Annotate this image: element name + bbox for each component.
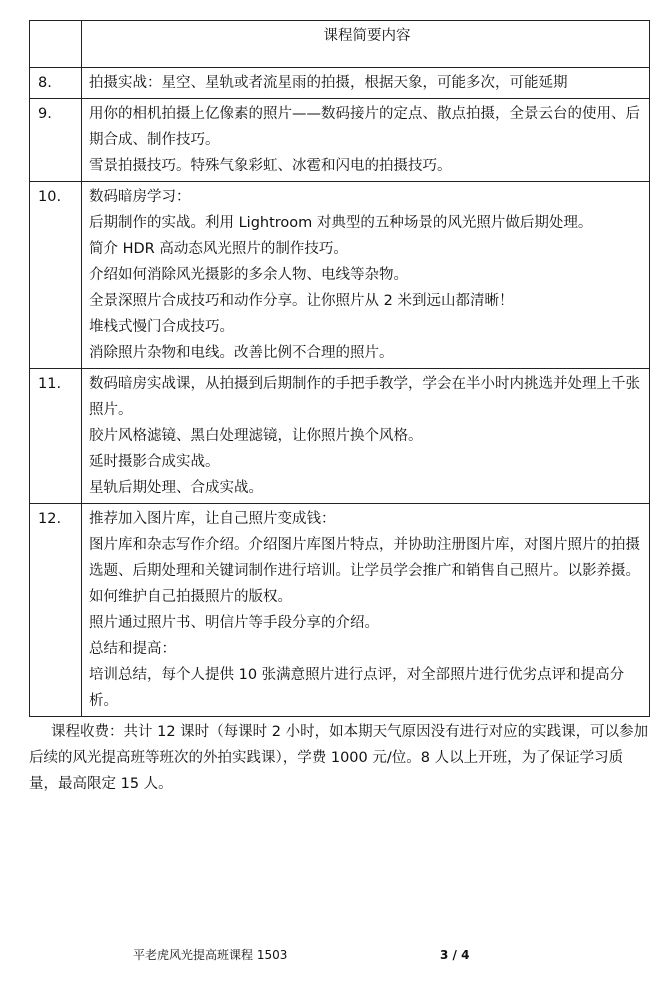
header-num-cell (30, 21, 82, 68)
row-number: 10. (30, 182, 82, 369)
content-line: 拍摄实战：星空、星轨或者流星雨的拍摄，根据天象，可能多次，可能延期 (89, 75, 568, 91)
content-line: 数码暗房学习： (89, 189, 191, 205)
content-line: 数码暗房实战课，从拍摄到后期制作的手把手教学，学会在半小时内挑选并处理上千张照片。 (89, 376, 640, 418)
row-content (82, 99, 650, 182)
document-page (29, 20, 649, 797)
row-content (82, 504, 650, 717)
content-line: 胶片风格滤镜、黑白处理滤镜，让你照片换个风格。 (89, 428, 423, 444)
content-line: 照片通过照片书、明信片等手段分享的介绍。 (89, 615, 379, 631)
content-line: 全景深照片合成技巧和动作分享。让你照片从 2 米到远山都清晰！ (89, 293, 514, 309)
row-content (82, 369, 650, 504)
table-row (30, 504, 650, 717)
content-line: 图片库和杂志写作介绍。介绍图片库图片特点，并协助注册图片库，对图片照片的拍摄选题、后期处理和关键词制作进行培训。让学员学会推广和销售自己照片。以影养摄。 (89, 537, 640, 579)
content-line: 消除照片杂物和电线。改善比例不合理的照片。 (89, 345, 394, 361)
row-number: 9. (30, 99, 82, 182)
fee-paragraph: 课程收费：共计 12 课时（每课时 2 小时，如本期天气原因没有进行对应的实践课，可以参加后续的风光提高班等班次的外拍实践课），学费 1000 元/位。8 人以上开班，为了保证学习质量，最高限定 15 人。 (29, 724, 649, 792)
content-line: 星轨后期处理、合成实战。 (89, 480, 263, 496)
row-number: 8. (30, 68, 82, 99)
content-line: 简介 HDR 高动态风光照片的制作技巧。 (89, 241, 348, 257)
content-line: 推荐加入图片库，让自己照片变成钱： (89, 511, 336, 527)
footer-page-number: 3 / 4 (440, 948, 470, 962)
content-line: 培训总结，每个人提供 10 张满意照片进行点评，对全部照片进行优劣点评和提高分析。 (89, 667, 625, 709)
content-line: 如何维护自己拍摄照片的版权。 (89, 589, 292, 605)
content-line: 延时摄影合成实战。 (89, 454, 220, 470)
header-title-cell: 课程简要内容 (82, 21, 650, 68)
content-line: 堆栈式慢门合成技巧。 (89, 319, 234, 335)
footer-course-name: 平老虎风光提高班课程 1503 (133, 948, 288, 962)
row-number: 12. (30, 504, 82, 717)
table-header-row (30, 21, 650, 68)
content-line: 雪景拍摄技巧。特殊气象彩虹、冰雹和闪电的拍摄技巧。 (89, 158, 452, 174)
row-content (82, 68, 650, 99)
table-row (30, 182, 650, 369)
content-line: 后期制作的实战。利用 Lightroom 对典型的五种场景的风光照片做后期处理。 (89, 215, 593, 231)
content-line: 介绍如何消除风光摄影的多余人物、电线等杂物。 (89, 267, 408, 283)
row-number: 11. (30, 369, 82, 504)
table-row (30, 68, 650, 99)
table-row (30, 99, 650, 182)
table-row (30, 369, 650, 504)
row-content (82, 182, 650, 369)
course-table (29, 20, 650, 717)
content-line: 总结和提高： (89, 641, 176, 657)
content-line: 用你的相机拍摄上亿像素的照片——数码接片的定点、散点拍摄，全景云台的使用、后期合成、制作技巧。 (89, 106, 640, 148)
